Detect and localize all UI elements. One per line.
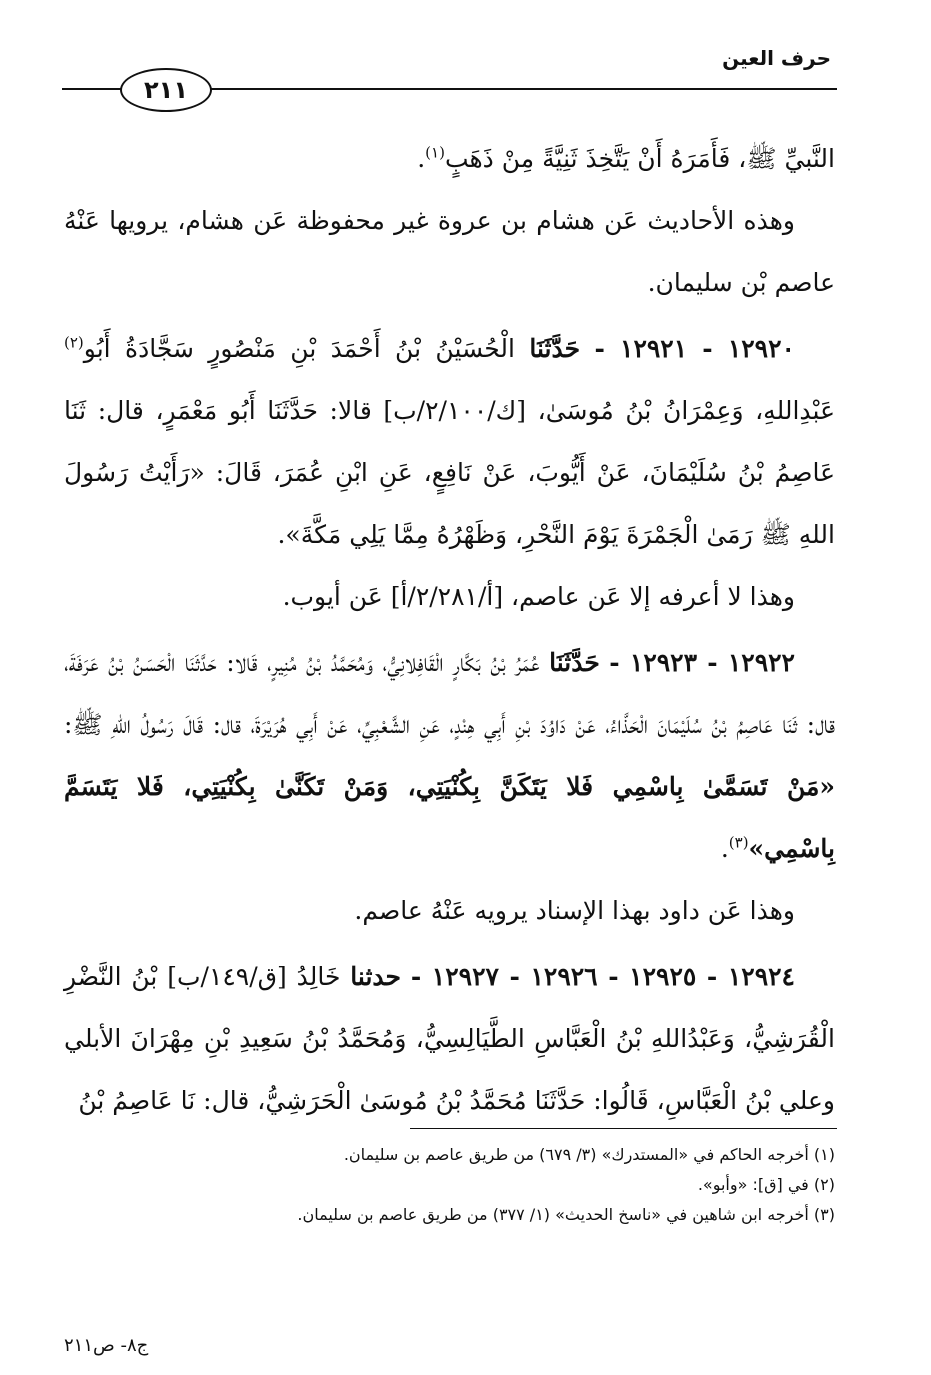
narration-keyword: حدثنا <box>350 962 401 991</box>
hadith-entry <box>64 946 835 1132</box>
narration-keyword: حَدَّثَنَا <box>549 648 600 677</box>
footnote-marker[interactable]: (١) <box>425 143 445 162</box>
footnote-divider <box>410 1128 837 1129</box>
footnote-3: (٣) أخرجه ابن شاهين في «ناسخ الحديث» (١/ ٣٧٧) من طريق عاصم بن سليمان. <box>297 1205 835 1224</box>
paragraph-comment: وهذه الأحاديث عَن هشام بن عروة غير محفوظة عَن هشام، يرويها عَنْهُ عاصم بْن سليمان. <box>64 206 835 297</box>
hadith-numbers: ١٢٩٢٠ - ١٢٩٢١ - <box>594 334 795 363</box>
main-text <box>64 128 835 1132</box>
footnote-marker[interactable]: (٣) <box>728 833 749 852</box>
narration-keyword: حَدَّثَنَا <box>529 334 581 363</box>
paragraph-comment: وهذا عَن داود بهذا الإسناد يرويه عَنْهُ عاصم. <box>354 896 795 925</box>
paragraph-end: . <box>417 144 426 173</box>
chapter-title: حرف العين <box>722 46 831 70</box>
footnote-marker[interactable]: (٢) <box>64 333 84 352</box>
hadith-text: خَالِدُ [ق/١٤٩/ب] بْنُ النَّضْرِ الْقُرَشِيُّ، وَعَبْدُاللهِ بْنُ الْعَبَّاسِ الطَّيَالِسِيُّ، وَمُحَمَّدُ بْنُ سَعِيدِ بْنِ مِهْرَانَ الأبلي وعلي بْنُ الْعَبَّاسِ، قَالُوا: حَدَّثَنَا مُحَمَّدُ بْنُ مُوسَىٰ الْحَرَشِيُّ، قال: نَا عَاصِمُ بْنُ <box>64 962 835 1115</box>
footnote-2: (٢) في [ق]: «وأبو». <box>697 1175 835 1194</box>
paragraph-continuation <box>64 128 835 190</box>
hadith-entry <box>64 318 835 566</box>
page-number-badge <box>120 68 212 112</box>
paragraph-text: النَّبيِّ ﷺ، فَأَمَرَهُ أَنْ يَتَّخِذَ ثَنِيَّةً مِنْ ذَهَبٍ <box>444 144 835 173</box>
prophetic-quote: «مَنْ تَسَمَّىٰ بِاسْمِي فَلا يَتَكَنَّ بِكُنْيَتِي، وَمَنْ تَكَنَّىٰ بِكُنْيَتِي، فَلا يَتَسَمَّ بِاسْمِي» <box>64 772 835 863</box>
footnote-1: (١) أخرجه الحاكم في «المستدرك» (٣/ ٦٧٩) من طريق عاصم بن سليمان. <box>343 1145 835 1164</box>
paragraph-comment: وهذا لا أعرفه إلا عَن عاصم، [أ/٢/٢٨١/أ] عَن أيوب. <box>282 582 795 611</box>
page-number: ٢١١ <box>144 76 188 104</box>
hadith-entry <box>64 632 835 880</box>
paragraph-end: . <box>720 834 729 863</box>
hadith-numbers: ١٢٩٢٤ - ١٢٩٢٥ - ١٢٩٢٦ - ١٢٩٢٧ - <box>410 962 795 991</box>
hadith-numbers: ١٢٩٢٢ - ١٢٩٢٣ - <box>609 648 795 677</box>
hadith-text: الْحُسَيْنُ بْنُ أَحْمَدَ بْنِ مَنْصُورٍ سَجَّادَةُ أَبُو <box>83 334 515 363</box>
volume-page-reference: ج٨- ص٢١١ <box>64 1335 149 1356</box>
hadith-text: عَبْدِاللهِ، وَعِمْرَانُ بْنُ مُوسَىٰ، [ك/٢/١٠٠/ب] قالا: حَدَّثَنَا أَبُو مَعْمَرٍ، قال: ثَنَا عَاصِمُ بْنُ سُلَيْمَانَ، عَنْ أَيُّوبَ، عَنْ نَافِعٍ، عَنِ ابْنِ عُمَرَ، قَالَ: «رَأَيْتُ رَسُولَ اللهِ ﷺ رَمَىٰ الْجَمْرَةَ يَوْمَ النَّحْرِ، وَظَهْرُهُ مِمَّا يَلِي مَكَّةَ». <box>64 396 836 549</box>
hadith-text: عُمَرُ بْنُ بَكَّارٍ الْقَافِلانِيُّ، وَمُحَمَّدُ بْنُ مُنِيرٍ، قَالا: حَدَّثَنَا الْحَسَنُ بْنُ عَرَفَةَ، قال: ثَنَا عَاصِمُ بْنُ سُلَيْمَانَ الْحَذَّاءُ، عَنْ دَاوُدَ بْنِ أَبِي هِنْدٍ، عَنِ الشَّعْبِيِّ، عَنْ أَبِي هُرَيْرَةَ، قال: قَالَ رَسُولُ اللهِ ﷺ: <box>64 648 835 739</box>
footnotes <box>64 1140 835 1230</box>
